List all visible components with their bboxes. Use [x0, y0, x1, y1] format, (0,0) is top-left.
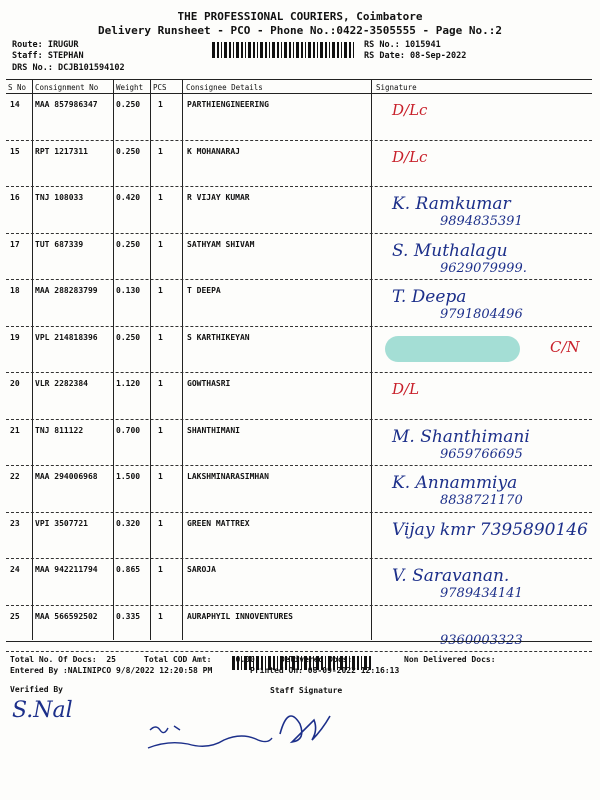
- cell-weight: 0.335: [116, 611, 141, 621]
- col-divider: [150, 80, 151, 640]
- cell-weight: 0.250: [116, 332, 141, 342]
- table-top-rule: [6, 79, 592, 80]
- cell-consignment: MAA 294006968: [35, 472, 98, 481]
- non-delivered-docs: Non Delivered Docs:: [404, 655, 496, 664]
- signature-name: K. Ramkumar: [392, 194, 511, 214]
- signature-phone: 9360003323: [440, 632, 523, 648]
- cell-consignee: AURAPHYIL INNOVENTURES: [187, 611, 293, 621]
- barcode-bar: [296, 42, 299, 58]
- barcode-bar: [325, 42, 327, 58]
- cell-pcs: 1: [158, 611, 163, 621]
- barcode-bar: [257, 42, 258, 58]
- cell-consignee: T DEEPA: [187, 286, 221, 295]
- rs-number: RS No.: 1015941: [364, 40, 441, 50]
- barcode-bar: [281, 42, 282, 58]
- cell-sno: 24: [10, 565, 20, 574]
- table-bottom-rule: [6, 641, 592, 642]
- barcode-bar: [253, 42, 255, 58]
- cell-sno: 15: [10, 146, 20, 156]
- cell-pcs: 1: [158, 472, 163, 481]
- row-separator: [6, 140, 592, 141]
- total-docs: Total No. Of Docs: 25: [10, 655, 116, 664]
- rs-date: RS Date: 08-Sep-2022: [364, 51, 467, 61]
- col-divider: [371, 80, 372, 640]
- signature-name: D/Lc: [392, 101, 428, 119]
- col-header-sno: S No: [8, 83, 27, 92]
- signature-name: K. Annammiya: [392, 473, 518, 493]
- signature-phone: 9659766695: [440, 446, 523, 462]
- cell-weight: 1.120: [116, 379, 141, 388]
- barcode-bar: [272, 42, 275, 58]
- cell-consignee: LAKSHMINARASIMHAN: [187, 472, 269, 481]
- cell-consignee: SAROJA: [187, 565, 216, 574]
- signature-phone: 9789434141: [440, 586, 523, 601]
- printed-on: Printed On: 08-09-2022 12:16:13: [250, 666, 400, 675]
- signature-name: M. Shanthimani: [392, 426, 530, 447]
- cell-sno: 14: [10, 100, 20, 109]
- signature-name: T. Deepa: [392, 287, 467, 307]
- row-separator: [6, 651, 592, 652]
- cell-sno: 19: [10, 332, 20, 342]
- verifier-signature: S.Nal: [12, 698, 73, 723]
- cell-sno: 21: [10, 425, 20, 435]
- cell-consignment: VPI 3507721: [35, 518, 88, 528]
- cell-weight: 0.130: [116, 286, 141, 295]
- barcode-bar: [301, 42, 303, 58]
- row-separator: [6, 372, 592, 373]
- barcode-bar: [269, 42, 270, 58]
- drs-label: DRS No.: DCJB101594102: [12, 63, 125, 73]
- cell-weight: 0.320: [116, 518, 141, 528]
- cell-consignment: TUT 687339: [35, 239, 84, 249]
- cell-pcs: 1: [158, 565, 163, 574]
- cell-pcs: 1: [158, 425, 163, 435]
- col-header-signature: Signature: [376, 83, 417, 92]
- cell-consignment: MAA 288283799: [35, 286, 98, 295]
- barcode-bar: [265, 42, 267, 58]
- cell-consignment: MAA 857986347: [35, 100, 98, 109]
- col-divider: [113, 80, 114, 640]
- col-header-pcs: PCS: [153, 83, 167, 92]
- cell-consignment: MAA 566592502: [35, 611, 98, 621]
- barcode-bar: [305, 42, 306, 58]
- cell-sno: 22: [10, 472, 20, 481]
- barcode-bar: [277, 42, 279, 58]
- row-separator: [6, 233, 592, 234]
- barcode-bar: [329, 42, 330, 58]
- runsheet-title: Delivery Runsheet - PCO - Phone No.:0422-3505555 - Page No.:2: [98, 24, 502, 37]
- barcode-bar: [221, 42, 222, 58]
- cell-consignee: GOWTHASRI: [187, 379, 231, 388]
- barcode-bar: [349, 42, 351, 58]
- signature-phone: 9629079999.: [440, 260, 527, 276]
- cell-consignee: PARTHIENGINEERING: [187, 100, 269, 109]
- cell-pcs: 1: [158, 100, 163, 109]
- cell-pcs: 1: [158, 332, 163, 342]
- cell-consignee: SATHYAM SHIVAM: [187, 239, 255, 249]
- col-header-weight: Weight: [116, 83, 144, 92]
- col-header-consignee: Consignee Details: [186, 83, 263, 92]
- signature-phone: 9791804496: [440, 307, 523, 322]
- barcode-bar: [313, 42, 315, 58]
- barcode-bar: [308, 42, 311, 58]
- cell-weight: 0.250: [116, 100, 141, 109]
- row-separator: [6, 326, 592, 327]
- row-separator: [6, 512, 592, 513]
- cell-consignment: MAA 942211794: [35, 565, 98, 574]
- col-divider: [182, 80, 183, 640]
- cell-sno: 16: [10, 193, 20, 202]
- delivered-docs: Delivered Docs:: [280, 655, 353, 664]
- barcode-bar: [217, 42, 219, 58]
- row-separator: [6, 419, 592, 420]
- cell-consignment: TNJ 811122: [35, 425, 84, 435]
- row-separator: [6, 186, 592, 187]
- barcode-bar: [236, 42, 239, 58]
- cell-pcs: 1: [158, 518, 163, 528]
- verified-by-label: Verified By: [10, 685, 63, 694]
- signature-phone: 8838721170: [440, 493, 523, 508]
- cell-sno: 17: [10, 239, 20, 249]
- cell-consignment: VPL 214818396: [35, 332, 98, 342]
- signature-name: D/Lc: [392, 147, 428, 166]
- cell-consignment: RPT 1217311: [35, 146, 88, 156]
- barcode-bar: [248, 42, 251, 58]
- entered-by: Entered By :NALINIPCO 9/8/2022 12:20:58 PM: [10, 666, 213, 675]
- barcode-bar: [260, 42, 263, 58]
- barcode-bar: [317, 42, 318, 58]
- cell-pcs: 1: [158, 379, 163, 388]
- redacted-signature: [385, 336, 520, 362]
- cell-consignee: R VIJAY KUMAR: [187, 193, 250, 202]
- staff-signature-label: Staff Signature: [270, 686, 343, 695]
- cell-weight: 0.865: [116, 565, 141, 574]
- cell-pcs: 1: [158, 193, 163, 202]
- col-header-consignment: Consignment No: [35, 83, 99, 92]
- cell-weight: 0.700: [116, 425, 141, 435]
- barcode-bar: [332, 42, 335, 58]
- cell-weight: 0.250: [116, 239, 141, 249]
- barcode-bar: [224, 42, 227, 58]
- table-header-rule: [6, 93, 592, 94]
- cell-consignee: SHANTHIMANI: [187, 425, 240, 435]
- signature-name: Vijay kmr 7395890146: [392, 519, 588, 540]
- barcode-bar: [293, 42, 294, 58]
- cell-consignee: S KARTHIKEYAN: [187, 332, 250, 342]
- cell-pcs: 1: [158, 146, 163, 156]
- cell-consignment: TNJ 108033: [35, 193, 84, 202]
- barcode-bar: [241, 42, 243, 58]
- cell-consignment: VLR 2282384: [35, 379, 88, 388]
- staff-signature-scribble: [130, 694, 370, 760]
- cell-sno: 20: [10, 379, 20, 388]
- cell-consignee: GREEN MATTREX: [187, 518, 250, 528]
- total-cod: Total COD Amt: 0.00: [144, 655, 255, 664]
- signature-name: S. Muthalagu: [392, 240, 508, 261]
- row-separator: [6, 558, 592, 559]
- barcode-bar: [212, 42, 215, 58]
- cell-pcs: 1: [158, 286, 163, 295]
- col-divider: [32, 80, 33, 640]
- company-name: THE PROFESSIONAL COURIERS, Coimbatore: [177, 10, 423, 23]
- row-separator: [6, 279, 592, 280]
- cell-weight: 0.420: [116, 193, 141, 202]
- barcode-bar: [344, 42, 347, 58]
- cell-pcs: 1: [158, 239, 163, 249]
- signature-name: D/L: [392, 380, 420, 398]
- barcode-bar: [337, 42, 339, 58]
- staff-label: Staff: STEPHAN: [12, 51, 84, 61]
- barcode-bar: [284, 42, 287, 58]
- signature-phone: C/N: [550, 337, 580, 356]
- barcode-bar: [289, 42, 291, 58]
- cell-sno: 23: [10, 518, 20, 528]
- barcode-bar: [233, 42, 234, 58]
- barcode-bar: [229, 42, 231, 58]
- row-separator: [6, 605, 592, 606]
- signature-phone: 9894835391: [440, 214, 523, 229]
- barcode-bar: [245, 42, 246, 58]
- cell-weight: 0.250: [116, 146, 141, 156]
- cell-sno: 18: [10, 286, 20, 295]
- route-label: Route: IRUGUR: [12, 40, 79, 50]
- barcode-bar: [341, 42, 342, 58]
- cell-weight: 1.500: [116, 472, 141, 481]
- cell-sno: 25: [10, 611, 20, 621]
- barcode: [212, 42, 354, 58]
- barcode-bar: [353, 42, 354, 58]
- cell-consignee: K MOHANARAJ: [187, 146, 240, 156]
- row-separator: [6, 465, 592, 466]
- signature-name: V. Saravanan.: [392, 566, 510, 586]
- barcode-bar: [320, 42, 323, 58]
